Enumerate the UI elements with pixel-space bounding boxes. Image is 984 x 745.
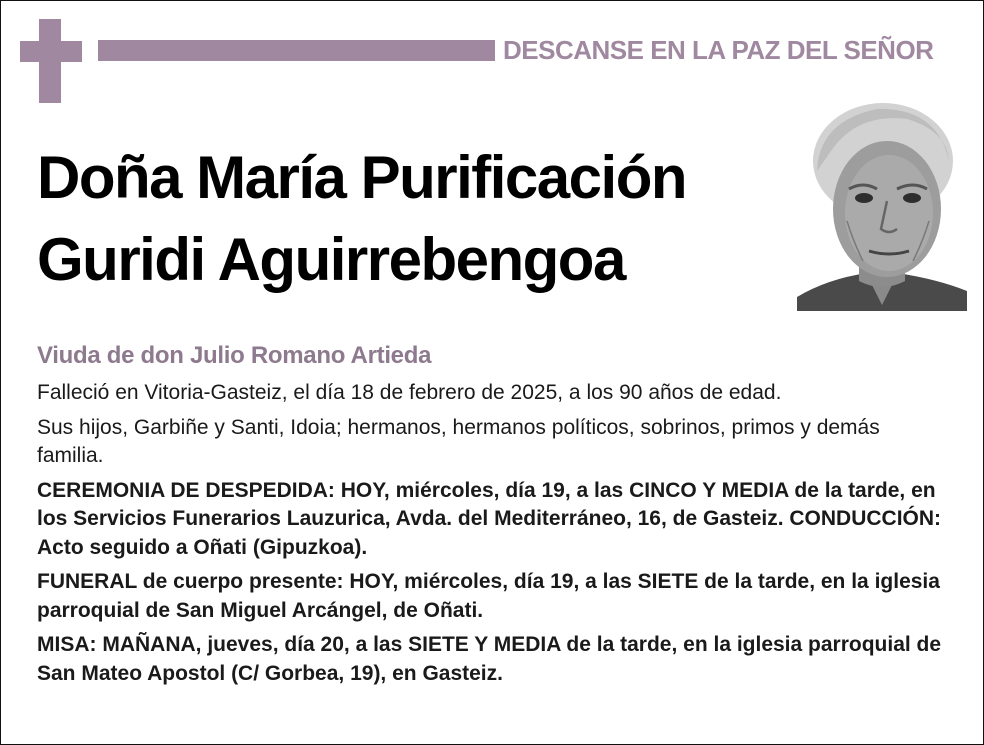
funeral-paragraph: FUNERAL de cuerpo presente: HOY, miércoles, día 19, a las SIETE de la tarde, en la iglesia parroquial de San Miguel Arcángel, de Oñati. xyxy=(37,570,940,622)
deceased-name-line1: Doña María Purificación xyxy=(37,144,686,211)
header-tagline: DESCANSE EN LA PAZ DEL SEÑOR xyxy=(503,35,934,65)
mass-paragraph: MISA: MAÑANA, jueves, día 20, a las SIETE Y MEDIA de la tarde, en la iglesia parroquial de San Mateo Apostol (C/ Gorbea, 19), en Gasteiz. xyxy=(37,633,942,685)
portrait-photo xyxy=(797,101,967,311)
deceased-name-line2: Guridi Aguirrebengoa xyxy=(37,226,625,293)
family-paragraph: Sus hijos, Garbiñe y Santi, Idoia; hermanos, hermanos políticos, sobrinos, primos y demás familia. xyxy=(37,415,880,467)
deceased-subtitle: Viuda de don Julio Romano Artieda xyxy=(37,342,432,369)
deceased-name xyxy=(37,137,777,301)
cross-icon xyxy=(20,19,82,103)
header-bar xyxy=(98,40,495,61)
death-notice-paragraph: Falleció en Vitoria-Gasteiz, el día 18 de febrero de 2025, a los 90 años de edad. xyxy=(37,381,782,404)
notice-body xyxy=(37,379,949,694)
ceremony-paragraph: CEREMONIA DE DESPEDIDA: HOY, miércoles, día 19, a las CINCO Y MEDIA de la tarde, en los Servicios Funerarios Lauzurica, Avda. del Mediterráneo, 16, de Gasteiz. CONDUCCIÓN: Acto seguido a Oñati (Gipuzkoa). xyxy=(37,478,942,559)
